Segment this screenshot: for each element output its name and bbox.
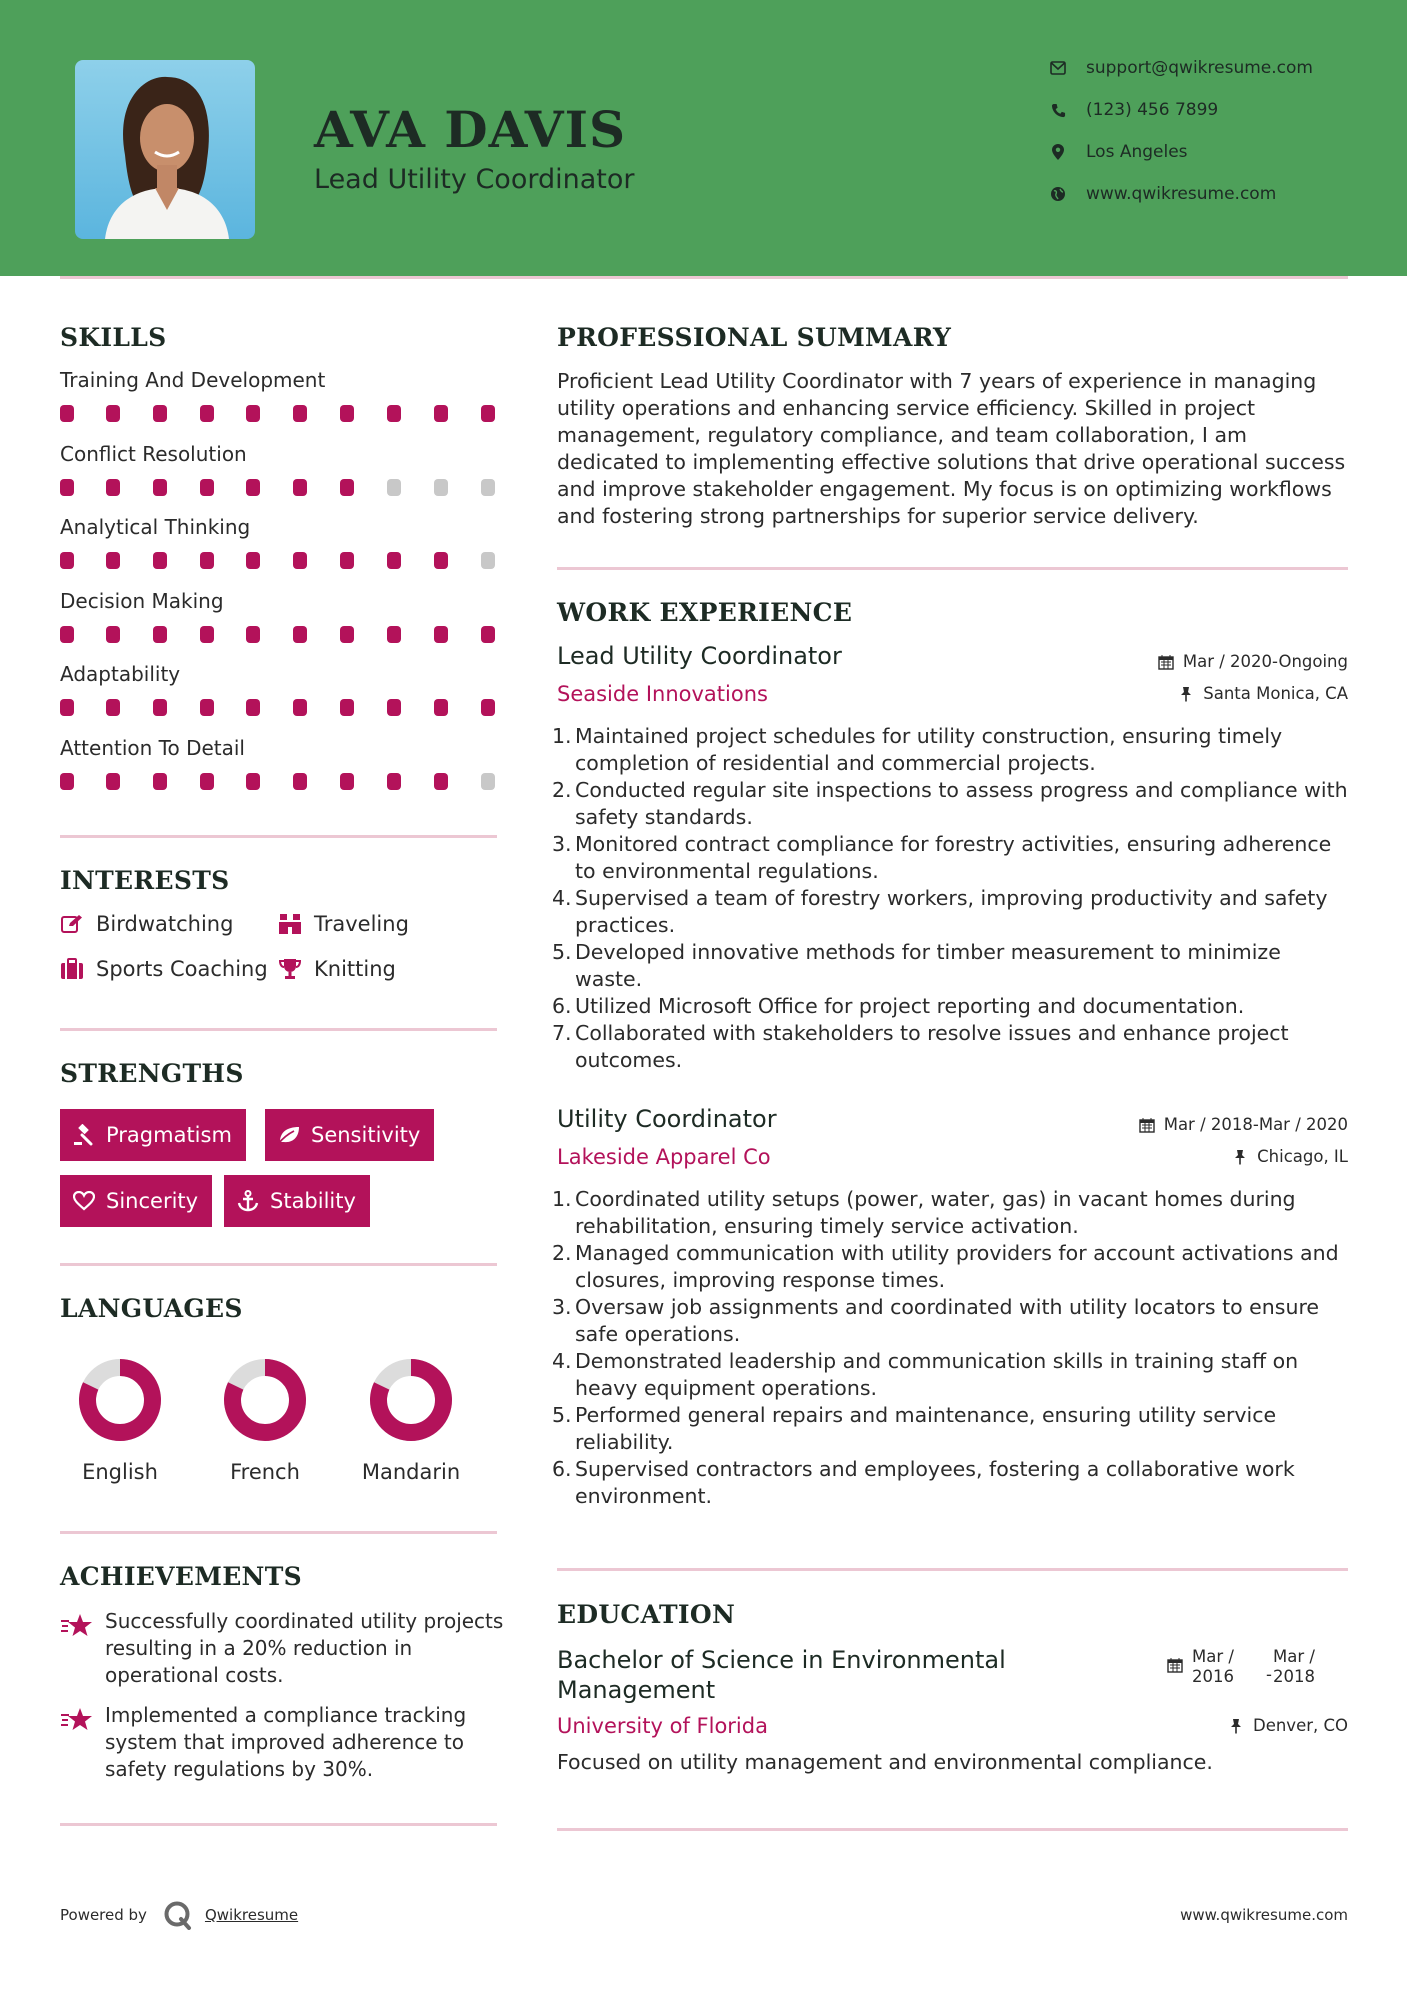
skill-dot-filled	[60, 626, 74, 643]
language-label: Mandarin	[361, 1460, 461, 1484]
job-bullet	[552, 1348, 1352, 1402]
shooting-star-icon	[60, 1612, 94, 1640]
skill-rating	[60, 479, 500, 497]
skill-dot-filled	[246, 405, 260, 422]
job-date	[1157, 652, 1348, 671]
skill-dot-filled	[340, 626, 354, 643]
achievement-text: Implemented a compliance tracking system that improved adherence to safety regulations by 30%.	[105, 1703, 467, 1781]
envelope-icon	[1048, 58, 1068, 78]
skill-dot-empty	[481, 479, 495, 496]
strength-pragmatism	[60, 1109, 246, 1161]
education-end-year: 2018	[1273, 1667, 1315, 1686]
job-bullet	[552, 777, 1352, 831]
skill-dot-filled	[340, 552, 354, 569]
pushpin-icon	[1227, 1717, 1245, 1735]
contact-website-text: www.qwikresume.com	[1086, 184, 1277, 204]
candidate-name: AVA DAVIS	[314, 100, 627, 159]
experience-divider	[557, 1568, 1348, 1571]
summary-divider	[557, 567, 1348, 570]
job-role: Utility Coordinator	[557, 1105, 777, 1133]
bullet-number: 3.	[552, 832, 572, 856]
skill-dot-filled	[434, 699, 448, 716]
skills-divider	[60, 835, 497, 838]
skill-dot-empty	[387, 479, 401, 496]
skill-dot-filled	[200, 405, 214, 422]
profile-photo	[75, 60, 255, 239]
shooting-star-icon	[60, 1706, 94, 1734]
skill-dot-filled	[340, 479, 354, 496]
education-end-date	[1273, 1647, 1315, 1687]
pushpin-icon	[1177, 685, 1195, 703]
globe-icon	[1048, 184, 1068, 204]
skill-name: Adaptability	[60, 662, 181, 686]
skill-dot-filled	[153, 699, 167, 716]
job-bullet	[552, 1456, 1352, 1510]
bullet-text: Demonstrated leadership and communication skills in training staff on heavy equipment operations.	[575, 1349, 1299, 1400]
skill-rating	[60, 699, 500, 717]
job-company: Seaside Innovations	[557, 682, 768, 706]
contact-email[interactable]	[1048, 58, 1313, 78]
strength-label: Sensitivity	[311, 1123, 421, 1147]
skill-dot-filled	[246, 552, 260, 569]
job-location	[1231, 1147, 1348, 1166]
job-location	[1177, 684, 1348, 703]
bullet-number: 3.	[552, 1295, 572, 1319]
skill-dot-filled	[153, 626, 167, 643]
job-location-text: Santa Monica, CA	[1203, 684, 1348, 703]
skill-dot-filled	[246, 479, 260, 496]
interest-label: Knitting	[314, 957, 396, 981]
skill-dot-filled	[434, 626, 448, 643]
skill-dot-empty	[481, 552, 495, 569]
bullet-text: Monitored contract compliance for forestry activities, ensuring adherence to environmental regulations.	[575, 832, 1332, 883]
skill-name: Attention To Detail	[60, 735, 245, 760]
bullet-text: Developed innovative methods for timber measurement to minimize waste.	[575, 940, 1281, 991]
skill-dot-filled	[387, 552, 401, 569]
languages-heading: LANGUAGES	[60, 1294, 243, 1323]
skill-dot-filled	[60, 552, 74, 569]
skill-dot-filled	[153, 552, 167, 569]
skill-name: Analytical Thinking	[60, 515, 251, 539]
skill-dot-filled	[481, 626, 495, 643]
bullet-text: Coordinated utility setups (power, water, gas) in vacant homes during rehabilitation, ensuring timely service activation.	[575, 1187, 1296, 1238]
skill-dot-filled	[153, 773, 167, 790]
education-end-month: Mar /	[1273, 1647, 1315, 1666]
skill-dot-filled	[106, 552, 120, 569]
education-start-year: 2016	[1192, 1667, 1234, 1686]
job-bullet	[552, 1294, 1352, 1348]
skill-dot-filled	[200, 699, 214, 716]
contact-location-text: Los Angeles	[1086, 142, 1188, 162]
skill-dot-filled	[246, 699, 260, 716]
skill-dot-filled	[434, 773, 448, 790]
bullet-number: 5.	[552, 1403, 572, 1427]
education-school: University of Florida	[557, 1714, 768, 1738]
job-bullet	[552, 1020, 1352, 1074]
language-label: French	[230, 1460, 300, 1484]
skill-dot-filled	[246, 626, 260, 643]
bullet-number: 1.	[552, 1187, 572, 1211]
powered-by-text: Powered by	[60, 1906, 147, 1924]
skill-name: Training And Development	[60, 368, 326, 392]
education-date-dash: -	[1266, 1665, 1272, 1684]
strength-label: Pragmatism	[106, 1123, 232, 1147]
skill-dot-filled	[387, 405, 401, 422]
skill-dot-filled	[106, 773, 120, 790]
leaf-icon	[277, 1123, 301, 1147]
language-donut	[361, 1350, 461, 1450]
job-bullet	[552, 993, 1352, 1020]
education-divider	[557, 1828, 1348, 1831]
contact-phone[interactable]	[1048, 100, 1218, 120]
skill-rating	[60, 626, 500, 644]
bullet-text: Conducted regular site inspections to assess progress and compliance with safety standards.	[575, 778, 1348, 829]
skill-dot-filled	[246, 773, 260, 790]
skill-dot-filled	[481, 405, 495, 422]
job-bullet	[552, 939, 1352, 993]
education-degree: Bachelor of Science in Environmental Management	[557, 1646, 1006, 1704]
candidate-title: Lead Utility Coordinator	[314, 164, 635, 195]
strength-label: Stability	[270, 1189, 356, 1213]
skill-dot-filled	[434, 405, 448, 422]
skill-dot-filled	[387, 626, 401, 643]
skill-rating	[60, 773, 500, 791]
strength-sincerity	[60, 1175, 212, 1227]
interest-birdwatching	[60, 912, 233, 936]
strength-sensitivity	[265, 1109, 434, 1161]
bullet-text: Supervised contractors and employees, fostering a collaborative work environment.	[575, 1457, 1295, 1508]
interests-divider	[60, 1028, 497, 1031]
job-bullets	[552, 1186, 1352, 1510]
calendar-icon	[1138, 1116, 1156, 1134]
summary-heading: PROFESSIONAL SUMMARY	[557, 323, 952, 352]
education-start-date	[1192, 1647, 1234, 1687]
job-role: Lead Utility Coordinator	[557, 642, 842, 670]
language-donut	[215, 1350, 315, 1450]
interest-traveling	[278, 912, 409, 936]
job-bullet	[552, 885, 1352, 939]
skill-rating	[60, 552, 500, 570]
skill-dot-filled	[387, 773, 401, 790]
strength-stability	[224, 1175, 370, 1227]
heart-icon	[72, 1189, 96, 1213]
language-donut	[70, 1350, 170, 1450]
bullet-number: 6.	[552, 1457, 572, 1481]
skill-dot-filled	[200, 552, 214, 569]
bullet-number: 2.	[552, 778, 572, 802]
achievement-item	[60, 1608, 504, 1692]
skill-dot-filled	[60, 699, 74, 716]
job-bullet	[552, 1186, 1352, 1240]
job-location-text: Chicago, IL	[1257, 1147, 1348, 1166]
skill-dot-filled	[293, 552, 307, 569]
bullet-text: Maintained project schedules for utility construction, ensuring timely completion of residential and commercial projects.	[575, 724, 1283, 775]
skill-dot-filled	[60, 773, 74, 790]
contact-phone-text: (123) 456 7899	[1086, 100, 1219, 120]
skill-dot-filled	[153, 479, 167, 496]
skill-dot-filled	[200, 626, 214, 643]
skill-dot-filled	[293, 773, 307, 790]
bullet-number: 4.	[552, 886, 572, 910]
skill-rating	[60, 405, 500, 423]
bullet-number: 7.	[552, 1021, 572, 1045]
job-bullet	[552, 723, 1352, 777]
job-date-text: Mar / 2018-Mar / 2020	[1163, 1115, 1348, 1134]
skill-name: Decision Making	[60, 588, 224, 613]
map-pin-icon	[1048, 142, 1068, 162]
interests-heading: INTERESTS	[60, 866, 230, 895]
skill-dot-empty	[481, 773, 495, 790]
calendar-icon	[1157, 653, 1175, 671]
bullet-number: 2.	[552, 1241, 572, 1265]
skill-dot-filled	[293, 479, 307, 496]
job-date-text: Mar / 2020-Ongoing	[1182, 652, 1348, 671]
skill-dot-filled	[340, 699, 354, 716]
calendar-icon	[1167, 1657, 1185, 1675]
language-label: English	[82, 1460, 158, 1484]
skill-dot-filled	[340, 773, 354, 790]
skill-dot-filled	[106, 626, 120, 643]
skill-dot-filled	[340, 405, 354, 422]
skill-dot-filled	[106, 479, 120, 496]
footer-powered-by	[60, 1900, 298, 1930]
briefcase-icon	[60, 957, 84, 981]
skill-dot-filled	[106, 699, 120, 716]
job-bullets	[552, 723, 1352, 1074]
skill-dot-filled	[106, 405, 120, 422]
skill-dot-filled	[434, 552, 448, 569]
contact-website[interactable]	[1048, 184, 1276, 204]
trophy-icon	[278, 957, 302, 981]
education-location-text: Denver, CO	[1252, 1716, 1348, 1735]
achievement-item	[60, 1702, 500, 1786]
binoculars-icon	[278, 912, 302, 936]
skill-dot-filled	[200, 479, 214, 496]
experience-heading: WORK EXPERIENCE	[557, 598, 853, 627]
bullet-text: Supervised a team of forestry workers, improving productivity and safety practices.	[575, 886, 1328, 937]
phone-icon	[1048, 100, 1068, 120]
skill-dot-filled	[293, 405, 307, 422]
skill-dot-filled	[387, 699, 401, 716]
strengths-heading: STRENGTHS	[60, 1059, 244, 1088]
pencil-square-icon	[60, 912, 84, 936]
job-bullet	[552, 1402, 1352, 1456]
education-description: Focused on utility management and environmental compliance.	[557, 1750, 1213, 1774]
bullet-text: Utilized Microsoft Office for project reporting and documentation.	[575, 994, 1245, 1018]
bullet-number: 4.	[552, 1349, 572, 1373]
interest-label: Sports Coaching	[96, 957, 268, 981]
interest-knitting	[278, 957, 396, 981]
footer-website[interactable]: www.qwikresume.com	[1180, 1906, 1348, 1924]
skill-dot-filled	[153, 405, 167, 422]
bullet-text: Managed communication with utility providers for account activations and closures, improving response times.	[575, 1241, 1339, 1292]
strengths-divider	[60, 1263, 497, 1266]
anchor-icon	[236, 1189, 260, 1213]
skills-heading: SKILLS	[60, 323, 167, 352]
skill-name: Conflict Resolution	[60, 441, 247, 466]
interest-sports-coaching	[60, 957, 268, 981]
resume-header	[0, 0, 1407, 276]
summary-text: Proficient Lead Utility Coordinator with 7 years of experience in managing utility operations and enhancing service efficiency. Skilled in project management, regulatory compliance, and team collaboration, I am dedicated to implementing effective solutions that drive operational success and improve stakeholder engagement. My focus is on optimizing workflows and fostering strong partnerships for superior service delivery.	[557, 369, 1346, 528]
interest-label: Birdwatching	[96, 912, 234, 936]
job-company: Lakeside Apparel Co	[557, 1145, 771, 1169]
languages-divider	[60, 1531, 497, 1534]
job-date	[1138, 1115, 1348, 1134]
gavel-icon	[72, 1123, 96, 1147]
job-bullet	[552, 1240, 1352, 1294]
contact-location	[1048, 142, 1188, 162]
footer-brand-link[interactable]: Qwikresume	[204, 1906, 299, 1924]
pushpin-icon	[1231, 1148, 1249, 1166]
achievement-text: Successfully coordinated utility projects resulting in a 20% reduction in operational costs.	[105, 1609, 504, 1687]
skill-dot-filled	[481, 699, 495, 716]
education-location	[1227, 1716, 1348, 1735]
job-bullet	[552, 831, 1352, 885]
bullet-text: Collaborated with stakeholders to resolve issues and enhance project outcomes.	[575, 1021, 1289, 1072]
bullet-text: Performed general repairs and maintenance, ensuring utility service reliability.	[575, 1403, 1277, 1454]
bullet-number: 1.	[552, 724, 572, 748]
bullet-number: 6.	[552, 994, 572, 1018]
skill-dot-filled	[60, 479, 74, 496]
skill-dot-filled	[200, 773, 214, 790]
contact-email-text: support@qwikresume.com	[1086, 58, 1313, 78]
skill-dot-filled	[293, 626, 307, 643]
bullet-number: 5.	[552, 940, 572, 964]
header-divider	[60, 276, 1348, 279]
education-heading: EDUCATION	[557, 1600, 736, 1629]
education-start-month: Mar /	[1192, 1647, 1234, 1666]
skill-dot-filled	[60, 405, 74, 422]
qwikresume-logo-icon	[163, 1900, 193, 1930]
achievements-divider	[60, 1823, 497, 1826]
achievements-heading: ACHIEVEMENTS	[60, 1562, 302, 1591]
bullet-text: Oversaw job assignments and coordinated with utility locators to ensure safe operations.	[575, 1295, 1320, 1346]
interest-label: Traveling	[314, 912, 409, 936]
strength-label: Sincerity	[106, 1189, 199, 1213]
skill-dot-empty	[434, 479, 448, 496]
skill-dot-filled	[293, 699, 307, 716]
